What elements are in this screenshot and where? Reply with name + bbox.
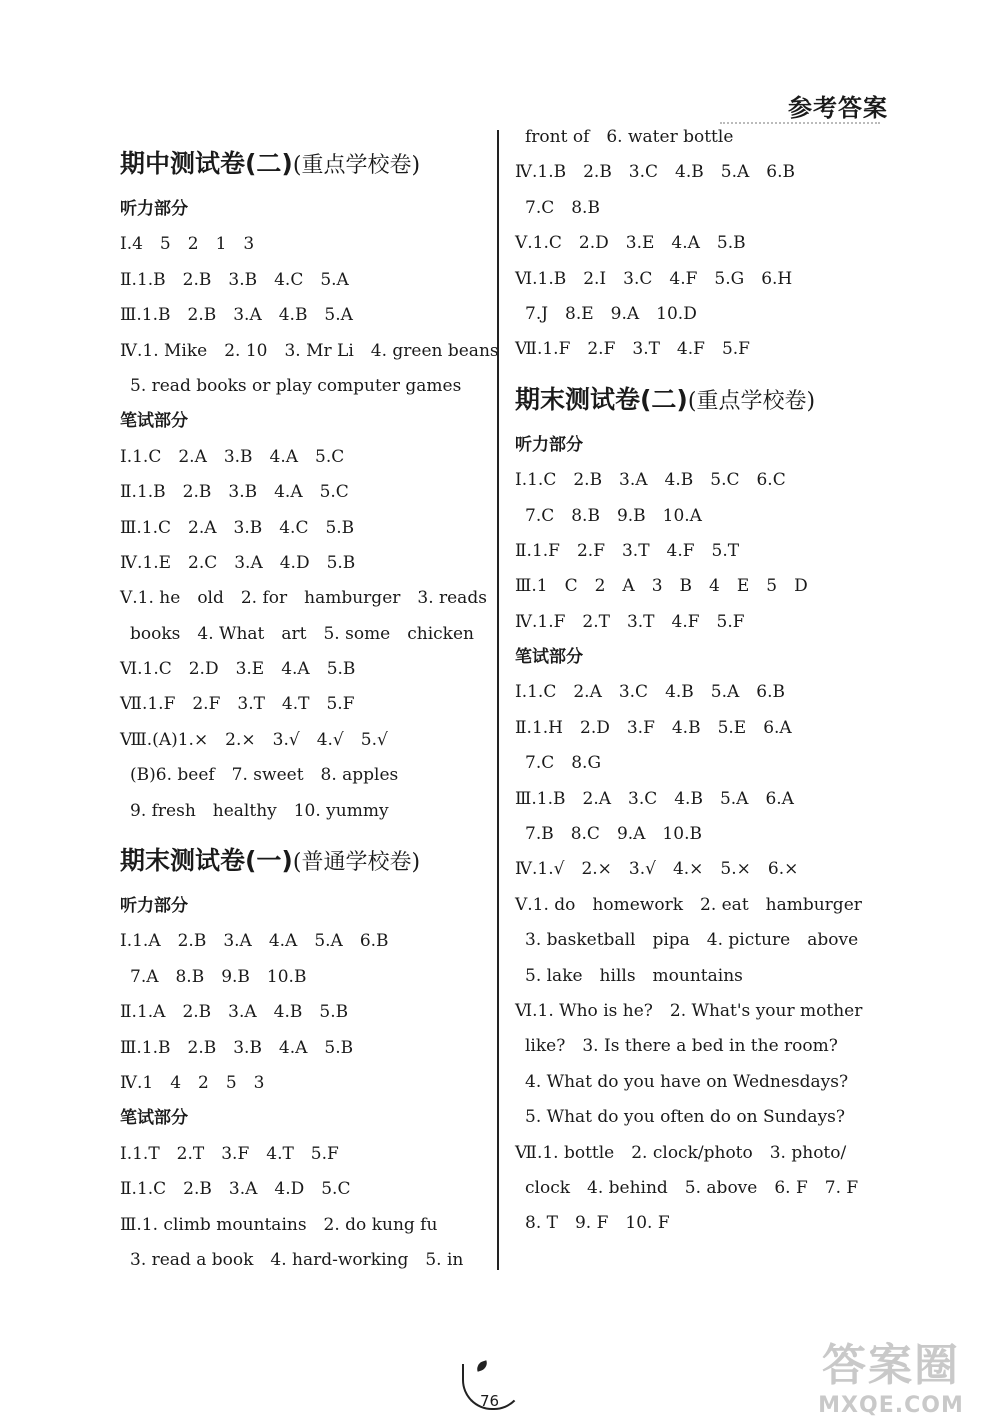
answer-line: 7.A 8.B 9.B 10.B (130, 966, 307, 987)
column-divider (497, 130, 499, 1270)
test-title-main: 期末测试卷(二) (515, 384, 688, 414)
right-column (515, 120, 870, 1242)
test-title-sub: (重点学校卷) (687, 388, 816, 414)
answer-line: Ⅳ.1.E 2.C 3.A 4.D 5.B (120, 552, 356, 573)
answer-line: 3. basketball pipa 4. picture above (525, 930, 859, 951)
test-title-main: 期末测试卷(一) (120, 846, 293, 876)
answer-line: Ⅳ.1.√ 2.× 3.√ 4.× 5.× 6.× (515, 859, 799, 880)
answer-line: 7.B 8.C 9.A 10.B (525, 824, 702, 845)
section-heading: 笔试部分 (120, 1108, 188, 1129)
answer-line: Ⅴ.1. do homework 2. eat hamburger (515, 894, 862, 915)
answer-line: Ⅲ.1.B 2.B 3.B 4.A 5.B (120, 1037, 354, 1058)
answer-line: Ⅶ.1.F 2.F 3.T 4.F 5.F (515, 339, 750, 360)
test-title (120, 837, 475, 885)
answer-line: Ⅳ.1.B 2.B 3.C 4.B 5.A 6.B (515, 162, 795, 183)
answer-line: 5. read books or play computer games (130, 375, 462, 396)
answer-line: Ⅵ.1.B 2.I 3.C 4.F 5.G 6.H (515, 268, 793, 289)
answer-line: Ⅳ.1. Mike 2. 10 3. Mr Li 4. green beans (120, 340, 499, 361)
answer-line: Ⅰ.1.C 2.A 3.B 4.A 5.C (120, 446, 345, 467)
watermark-url: MXQE.COM (818, 1393, 964, 1418)
answer-line: Ⅶ.1.F 2.F 3.T 4.T 5.F (120, 694, 355, 715)
answer-line: Ⅱ.1.F 2.F 3.T 4.F 5.T (515, 540, 740, 561)
answer-line: Ⅰ.4 5 2 1 3 (120, 234, 255, 255)
answer-line: Ⅳ.1.F 2.T 3.T 4.F 5.F (515, 611, 745, 632)
section-heading: 听力部分 (120, 896, 188, 917)
answer-line: Ⅲ.1 C 2 A 3 B 4 E 5 D (515, 576, 808, 597)
answer-line: 7.C 8.G (525, 753, 602, 774)
answer-line: Ⅵ.1.C 2.D 3.E 4.A 5.B (120, 659, 356, 680)
test-title-main: 期中测试卷(二) (120, 149, 293, 178)
answer-line: Ⅰ.1.T 2.T 3.F 4.T 5.F (120, 1143, 339, 1164)
test-title (120, 140, 475, 188)
answer-line: Ⅴ.1.C 2.D 3.E 4.A 5.B (515, 233, 746, 254)
answer-line: (B)6. beef 7. sweet 8. apples (130, 765, 399, 786)
answer-line: Ⅷ.(A)1.× 2.× 3.√ 4.√ 5.√ (120, 729, 388, 750)
answer-line: Ⅲ.1.B 2.B 3.A 4.B 5.A (120, 305, 353, 326)
section-heading: 听力部分 (515, 434, 583, 455)
answer-line: Ⅲ.1. climb mountains 2. do kung fu (120, 1214, 438, 1235)
test-title-sub: (重点学校卷) (292, 153, 421, 178)
answer-line: 9. fresh healthy 10. yummy (130, 800, 389, 821)
answer-line: Ⅱ.1.H 2.D 3.F 4.B 5.E 6.A (515, 717, 792, 738)
page-number: 76 (480, 1392, 500, 1410)
watermark (796, 1329, 986, 1418)
test-title (515, 376, 870, 424)
answer-line: 5. lake hills mountains (525, 965, 743, 986)
left-column (120, 132, 499, 1278)
test-title-sub: (普通学校卷) (292, 850, 421, 876)
answer-line: front of 6. water bottle (525, 127, 734, 147)
answer-line: Ⅶ.1. bottle 2. clock/photo 3. photo/ (515, 1142, 847, 1163)
answer-line: Ⅲ.1.C 2.A 3.B 4.C 5.B (120, 517, 355, 538)
answer-line: 7.J 8.E 9.A 10.D (525, 303, 697, 324)
answer-line: Ⅰ.1.C 2.B 3.A 4.B 5.C 6.C (515, 470, 786, 491)
answer-line: like? 3. Is there a bed in the room? (525, 1036, 838, 1057)
answer-line: Ⅵ.1. Who is he? 2. What's your mother (515, 1000, 863, 1021)
answer-line: clock 4. behind 5. above 6. F 7. F (525, 1177, 859, 1198)
answer-line: 7.C 8.B (525, 197, 600, 218)
answer-line: Ⅴ.1. he old 2. for hamburger 3. reads (120, 588, 487, 609)
section-heading: 笔试部分 (515, 647, 583, 668)
answer-line: 3. read a book 4. hard-working 5. in (130, 1249, 464, 1270)
answer-line: Ⅱ.1.A 2.B 3.A 4.B 5.B (120, 1002, 349, 1023)
answer-line: 5. What do you often do on Sundays? (525, 1107, 846, 1128)
header-label: 参考答案 (788, 94, 888, 122)
answer-line: 8. T 9. F 10. F (525, 1213, 670, 1234)
answer-line: Ⅲ.1.B 2.A 3.C 4.B 5.A 6.A (515, 788, 794, 809)
answer-line: Ⅰ.1.C 2.A 3.C 4.B 5.A 6.B (515, 682, 785, 703)
section-heading: 听力部分 (120, 199, 188, 219)
answer-line: Ⅳ.1 4 2 5 3 (120, 1072, 265, 1093)
answer-line: books 4. What art 5. some chicken (130, 623, 474, 644)
answer-line: Ⅰ.1.A 2.B 3.A 4.A 5.A 6.B (120, 931, 389, 952)
watermark-logo-text: 答案圈 (822, 1340, 960, 1391)
answer-line: Ⅱ.1.C 2.B 3.A 4.D 5.C (120, 1179, 351, 1200)
answer-line: 7.C 8.B 9.B 10.A (525, 505, 702, 526)
answer-line: 4. What do you have on Wednesdays? (525, 1071, 849, 1092)
answer-line: Ⅱ.1.B 2.B 3.B 4.A 5.C (120, 482, 349, 503)
section-heading: 笔试部分 (120, 411, 188, 432)
answer-line: Ⅱ.1.B 2.B 3.B 4.C 5.A (120, 269, 349, 290)
